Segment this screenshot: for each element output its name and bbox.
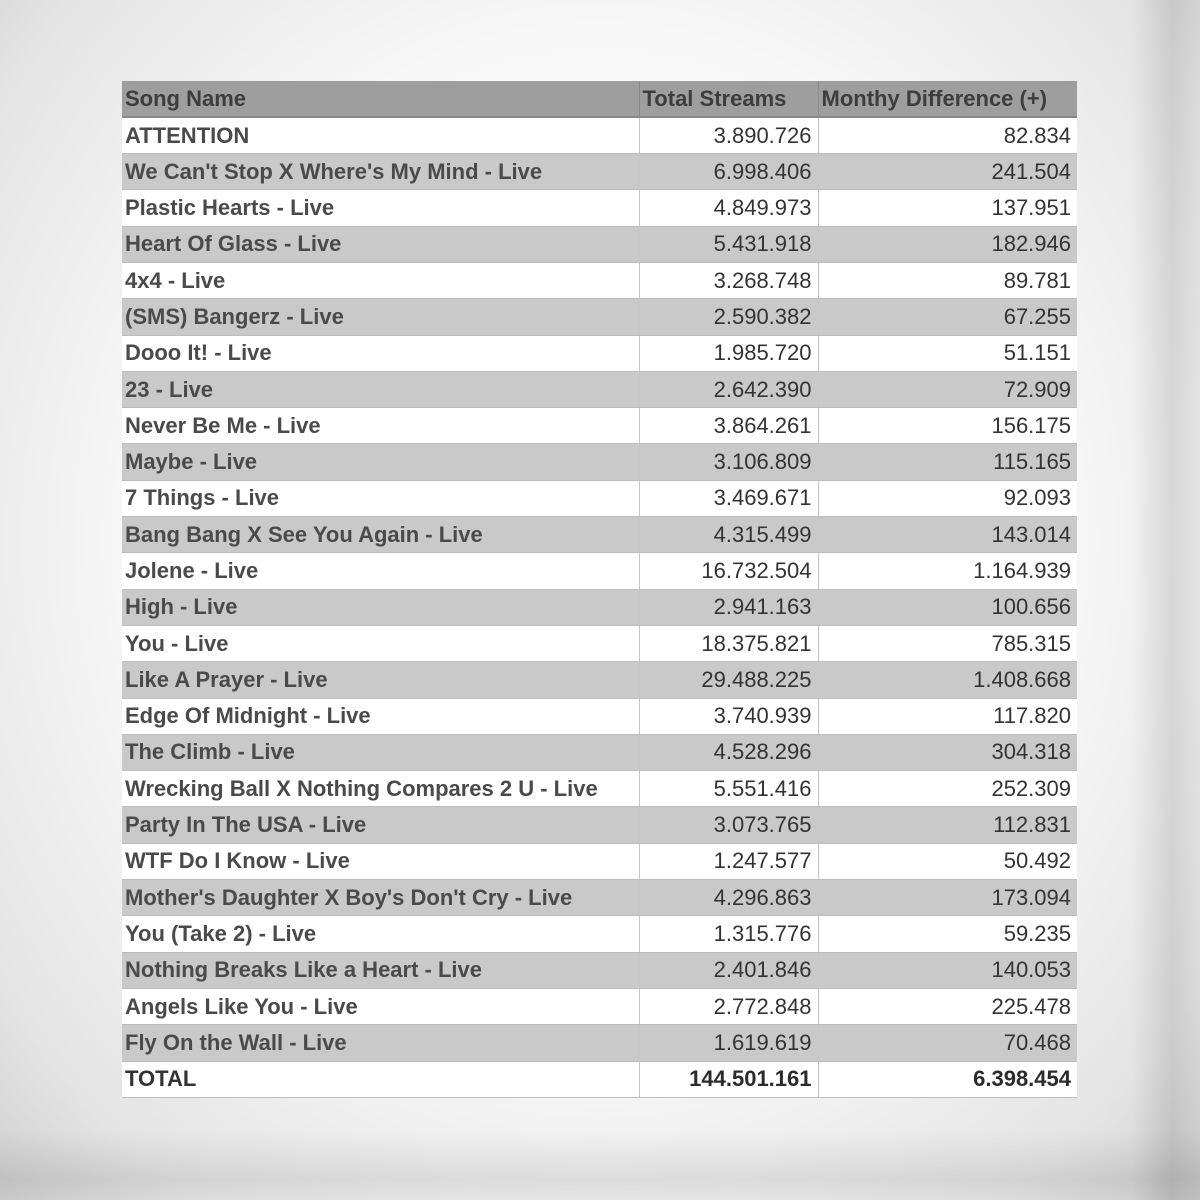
total-row: [122, 1061, 1077, 1097]
table-row: [122, 1025, 1077, 1061]
table-row: [122, 480, 1077, 516]
song-name-cell[interactable]: You - Live: [122, 625, 639, 661]
song-name-cell[interactable]: Wrecking Ball X Nothing Compares 2 U - Live: [122, 771, 639, 807]
song-name-cell[interactable]: High - Live: [122, 589, 639, 625]
total-streams-cell[interactable]: 16.732.504: [639, 553, 818, 589]
monthly-difference-cell[interactable]: 173.094: [818, 880, 1077, 916]
total-streams-cell[interactable]: 18.375.821: [639, 625, 818, 661]
table-row: [122, 444, 1077, 480]
monthly-difference-cell[interactable]: 1.408.668: [818, 662, 1077, 698]
table-row: [122, 226, 1077, 262]
total-streams-cell[interactable]: 4.849.973: [639, 190, 818, 226]
table-row: [122, 299, 1077, 335]
song-name-cell[interactable]: You (Take 2) - Live: [122, 916, 639, 952]
monthly-difference-cell[interactable]: 785.315: [818, 625, 1077, 661]
monthly-difference-cell[interactable]: 225.478: [818, 988, 1077, 1024]
song-name-cell[interactable]: Mother's Daughter X Boy's Don't Cry - Live: [122, 880, 639, 916]
monthly-difference-cell[interactable]: 140.053: [818, 952, 1077, 988]
song-name-cell[interactable]: 7 Things - Live: [122, 480, 639, 516]
frame-shadow-right: [1130, 0, 1200, 1200]
table-row: [122, 734, 1077, 770]
total-streams-cell[interactable]: 2.941.163: [639, 589, 818, 625]
monthly-difference-cell[interactable]: 115.165: [818, 444, 1077, 480]
table-row: [122, 807, 1077, 843]
song-name-cell[interactable]: (SMS) Bangerz - Live: [122, 299, 639, 335]
total-streams-cell[interactable]: 3.268.748: [639, 262, 818, 298]
total-streams-cell[interactable]: 1.247.577: [639, 843, 818, 879]
monthly-difference-cell[interactable]: 70.468: [818, 1025, 1077, 1061]
total-streams-cell[interactable]: 144.501.161: [639, 1061, 818, 1097]
monthly-difference-cell[interactable]: 117.820: [818, 698, 1077, 734]
total-streams-cell[interactable]: 2.401.846: [639, 952, 818, 988]
monthly-difference-cell[interactable]: 50.492: [818, 843, 1077, 879]
monthly-difference-cell[interactable]: 156.175: [818, 408, 1077, 444]
table-row: [122, 517, 1077, 553]
table-row: [122, 117, 1077, 153]
song-name-cell[interactable]: Bang Bang X See You Again - Live: [122, 517, 639, 553]
total-streams-cell[interactable]: 5.431.918: [639, 226, 818, 262]
total-streams-cell[interactable]: 3.469.671: [639, 480, 818, 516]
total-streams-cell[interactable]: 2.642.390: [639, 371, 818, 407]
monthly-difference-cell[interactable]: 59.235: [818, 916, 1077, 952]
table-row: [122, 335, 1077, 371]
table-row: [122, 880, 1077, 916]
table-row: [122, 625, 1077, 661]
table-row: [122, 952, 1077, 988]
monthly-difference-cell[interactable]: 182.946: [818, 226, 1077, 262]
table-row: [122, 662, 1077, 698]
table-row: [122, 154, 1077, 190]
total-streams-cell[interactable]: 2.590.382: [639, 299, 818, 335]
song-name-cell[interactable]: Heart Of Glass - Live: [122, 226, 639, 262]
header-row: [122, 81, 1077, 117]
total-streams-cell[interactable]: 4.528.296: [639, 734, 818, 770]
table-row: [122, 262, 1077, 298]
monthly-difference-cell[interactable]: 89.781: [818, 262, 1077, 298]
monthly-difference-cell[interactable]: 252.309: [818, 771, 1077, 807]
song-name-cell[interactable]: Never Be Me - Live: [122, 408, 639, 444]
frame-shadow-bottom: [0, 1130, 1200, 1200]
song-name-cell[interactable]: ATTENTION: [122, 117, 639, 153]
total-label-cell[interactable]: TOTAL: [122, 1061, 639, 1097]
monthly-difference-cell[interactable]: 137.951: [818, 190, 1077, 226]
song-name-cell[interactable]: Plastic Hearts - Live: [122, 190, 639, 226]
table-row: [122, 371, 1077, 407]
column-header-monthly-difference[interactable]: Monthy Difference (+): [818, 81, 1077, 117]
monthly-difference-cell[interactable]: 51.151: [818, 335, 1077, 371]
song-name-cell[interactable]: Like A Prayer - Live: [122, 662, 639, 698]
total-streams-cell[interactable]: 29.488.225: [639, 662, 818, 698]
song-name-cell[interactable]: 4x4 - Live: [122, 262, 639, 298]
song-name-cell[interactable]: Edge Of Midnight - Live: [122, 698, 639, 734]
total-streams-cell[interactable]: 3.864.261: [639, 408, 818, 444]
table-row: [122, 408, 1077, 444]
column-header-song-name[interactable]: Song Name: [122, 81, 639, 117]
monthly-difference-cell[interactable]: 92.093: [818, 480, 1077, 516]
streams-table: [122, 81, 1077, 1098]
table-row: [122, 190, 1077, 226]
monthly-difference-cell[interactable]: 82.834: [818, 117, 1077, 153]
song-name-cell[interactable]: The Climb - Live: [122, 734, 639, 770]
total-streams-cell[interactable]: 1.619.619: [639, 1025, 818, 1061]
total-streams-cell[interactable]: 3.073.765: [639, 807, 818, 843]
column-header-total-streams[interactable]: Total Streams: [639, 81, 818, 117]
table-row: [122, 916, 1077, 952]
total-streams-cell[interactable]: 6.998.406: [639, 154, 818, 190]
table-body: [122, 117, 1077, 1097]
song-name-cell[interactable]: WTF Do I Know - Live: [122, 843, 639, 879]
monthly-difference-cell[interactable]: 143.014: [818, 517, 1077, 553]
song-name-cell[interactable]: Dooo It! - Live: [122, 335, 639, 371]
table-row: [122, 553, 1077, 589]
song-name-cell[interactable]: Angels Like You - Live: [122, 988, 639, 1024]
total-streams-cell[interactable]: 3.890.726: [639, 117, 818, 153]
monthly-difference-cell[interactable]: 304.318: [818, 734, 1077, 770]
song-name-cell[interactable]: 23 - Live: [122, 371, 639, 407]
monthly-difference-cell[interactable]: 1.164.939: [818, 553, 1077, 589]
total-difference-cell[interactable]: 6.398.454: [818, 1061, 1077, 1097]
total-streams-cell[interactable]: 3.106.809: [639, 444, 818, 480]
total-streams-cell[interactable]: 5.551.416: [639, 771, 818, 807]
monthly-difference-cell[interactable]: 72.909: [818, 371, 1077, 407]
monthly-difference-cell[interactable]: 112.831: [818, 807, 1077, 843]
monthly-difference-cell[interactable]: 67.255: [818, 299, 1077, 335]
monthly-difference-cell[interactable]: 100.656: [818, 589, 1077, 625]
table-row: [122, 589, 1077, 625]
total-streams-cell[interactable]: 1.985.720: [639, 335, 818, 371]
table-row: [122, 771, 1077, 807]
monthly-difference-cell[interactable]: 241.504: [818, 154, 1077, 190]
song-name-cell[interactable]: Party In The USA - Live: [122, 807, 639, 843]
song-name-cell[interactable]: Fly On the Wall - Live: [122, 1025, 639, 1061]
song-name-cell[interactable]: We Can't Stop X Where's My Mind - Live: [122, 154, 639, 190]
total-streams-cell[interactable]: 3.740.939: [639, 698, 818, 734]
total-streams-cell[interactable]: 1.315.776: [639, 916, 818, 952]
song-name-cell[interactable]: Jolene - Live: [122, 553, 639, 589]
total-streams-cell[interactable]: 4.315.499: [639, 517, 818, 553]
table-row: [122, 843, 1077, 879]
song-name-cell[interactable]: Maybe - Live: [122, 444, 639, 480]
total-streams-cell[interactable]: 4.296.863: [639, 880, 818, 916]
song-name-cell[interactable]: Nothing Breaks Like a Heart - Live: [122, 952, 639, 988]
table-row: [122, 698, 1077, 734]
table-row: [122, 988, 1077, 1024]
spreadsheet: [122, 81, 1077, 1098]
total-streams-cell[interactable]: 2.772.848: [639, 988, 818, 1024]
